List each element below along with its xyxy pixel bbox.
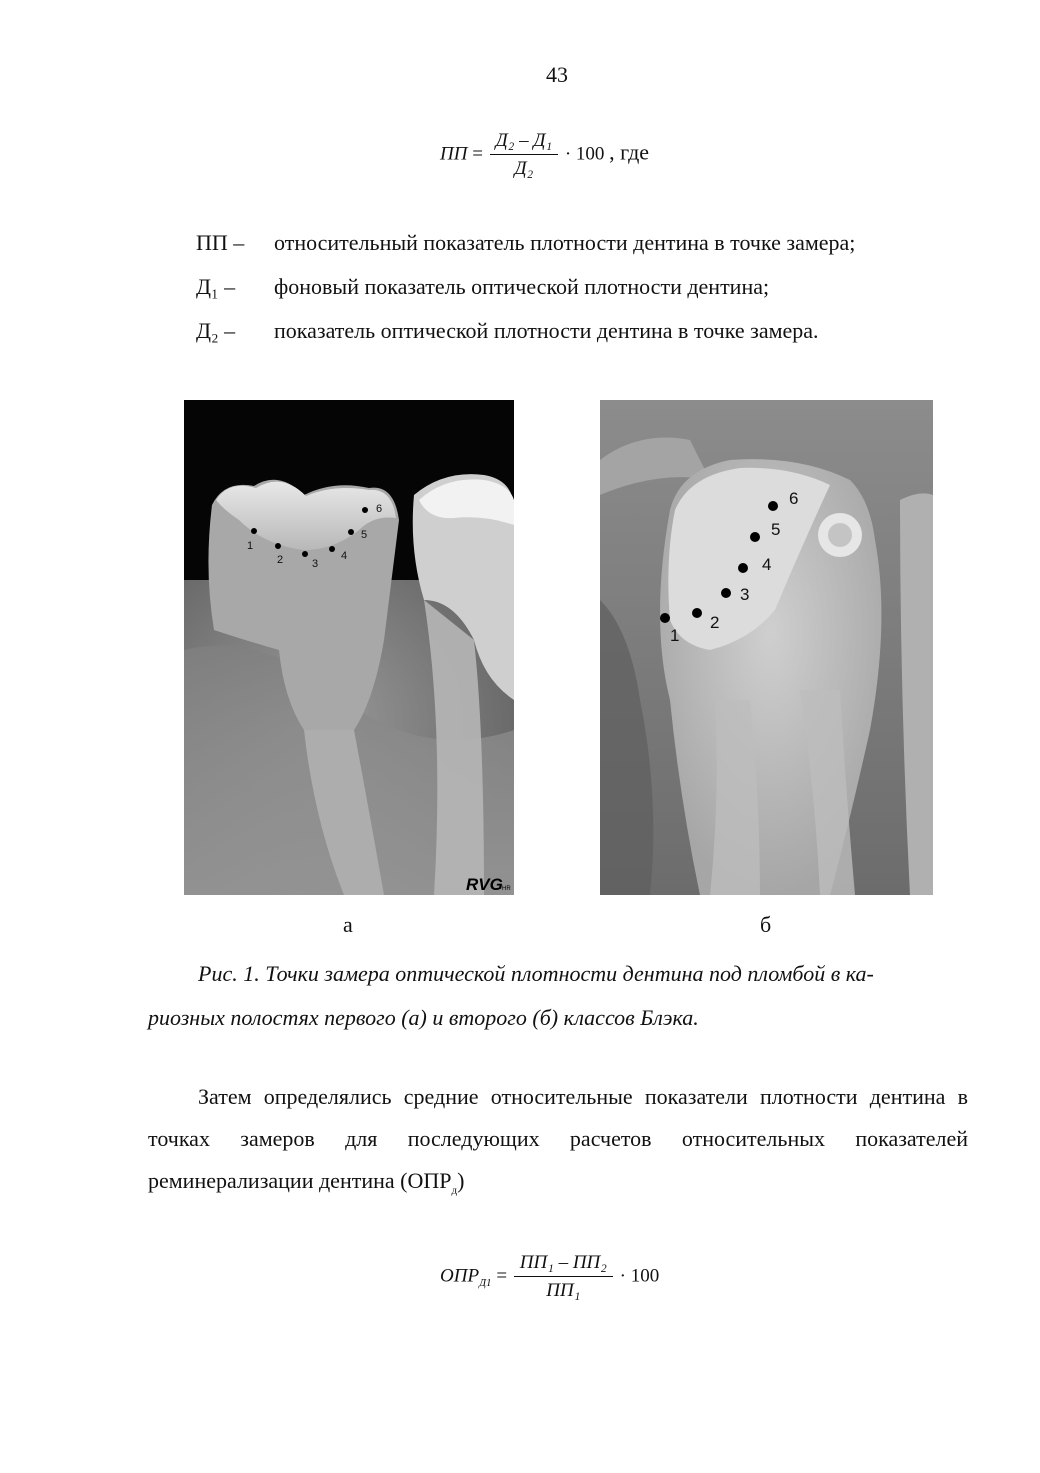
- formula-lhs: ПП: [440, 143, 468, 165]
- figure-caption: [148, 952, 968, 1040]
- point-label: 4: [341, 550, 348, 562]
- definition-term: Д₁ –: [196, 274, 236, 299]
- point-label: 1: [670, 626, 680, 645]
- measure-point: [768, 501, 778, 511]
- measure-point: [348, 529, 354, 535]
- definition-term: ПП –: [196, 230, 245, 255]
- measure-point: [692, 608, 702, 618]
- measure-point: [738, 563, 748, 573]
- definition-row: [196, 318, 855, 362]
- paragraph-end: ): [457, 1168, 465, 1193]
- xray-image-a: [184, 400, 514, 895]
- measure-point: [750, 532, 760, 542]
- point-label: 5: [361, 529, 368, 541]
- point-label: 1: [247, 540, 254, 552]
- formula-multiplier: · 100: [619, 1265, 660, 1287]
- measure-point: [275, 543, 281, 549]
- body-paragraph: [148, 1076, 968, 1211]
- definition-description: показатель оптической плотности дентина в точке замера.: [274, 318, 819, 343]
- point-label: 3: [740, 585, 750, 604]
- formula-numerator: ПП₁ – ПП₂: [514, 1252, 613, 1277]
- point-label: 5: [771, 520, 781, 539]
- figure-label-a: а: [343, 912, 353, 937]
- formula-lhs: ОПР: [440, 1265, 480, 1287]
- page-number: 43: [546, 62, 568, 87]
- point-label: 6: [789, 489, 799, 508]
- formula-numerator: Д₂ – Д₁: [490, 130, 558, 155]
- definition-row: [196, 230, 855, 274]
- formula-density-index: [440, 130, 649, 180]
- measure-point: [251, 528, 257, 534]
- formula-equals: =: [496, 1265, 508, 1287]
- formula-multiplier: · 100: [564, 143, 605, 165]
- formula-fraction: [490, 130, 558, 180]
- definition-description: относительный показатель плотности дентина в точке замера;: [274, 230, 856, 255]
- formula-suffix: , где: [609, 139, 650, 165]
- definition-description: фоновый показатель оптической плотности дентина;: [274, 274, 770, 299]
- measure-point: [329, 546, 335, 552]
- formula-remineralization: [440, 1252, 659, 1302]
- formula-denominator: Д₂: [514, 158, 534, 179]
- formula-lhs-sub: Д1: [479, 1277, 492, 1290]
- formula-denominator: ПП₁: [546, 1280, 581, 1301]
- point-label: 2: [710, 613, 720, 632]
- point-label: 4: [762, 555, 772, 574]
- rvg-watermark-sub: HR: [502, 886, 511, 892]
- point-label: 6: [376, 503, 383, 515]
- paragraph-text: Затем определялись средние относительные показатели плотности дентина в точках замеров для последующих расчетов относительных показателей реминерализации дентина (ОПР: [148, 1084, 968, 1193]
- paragraph-subscript: д: [451, 1184, 458, 1197]
- measure-point: [302, 551, 308, 557]
- figure-label-b: б: [760, 912, 772, 937]
- formula-equals: =: [472, 143, 483, 165]
- definition-term: Д₂ –: [196, 318, 236, 343]
- xray-image-b: [600, 400, 933, 895]
- formula-fraction: [514, 1252, 613, 1302]
- rvg-watermark: RVG: [466, 875, 503, 894]
- caption-line: риозных полостях первого (а) и второго (б) классов Блэка.: [148, 1005, 699, 1030]
- point-label: 2: [277, 554, 284, 566]
- definition-row: [196, 274, 855, 318]
- caption-line: Рис. 1. Точки замера оптической плотности дентина под пломбой в ка-: [198, 961, 874, 986]
- point-label: 3: [312, 558, 319, 570]
- measure-point: [721, 588, 731, 598]
- measure-point: [660, 613, 670, 623]
- definitions-list: [196, 230, 855, 362]
- measure-point: [362, 507, 368, 513]
